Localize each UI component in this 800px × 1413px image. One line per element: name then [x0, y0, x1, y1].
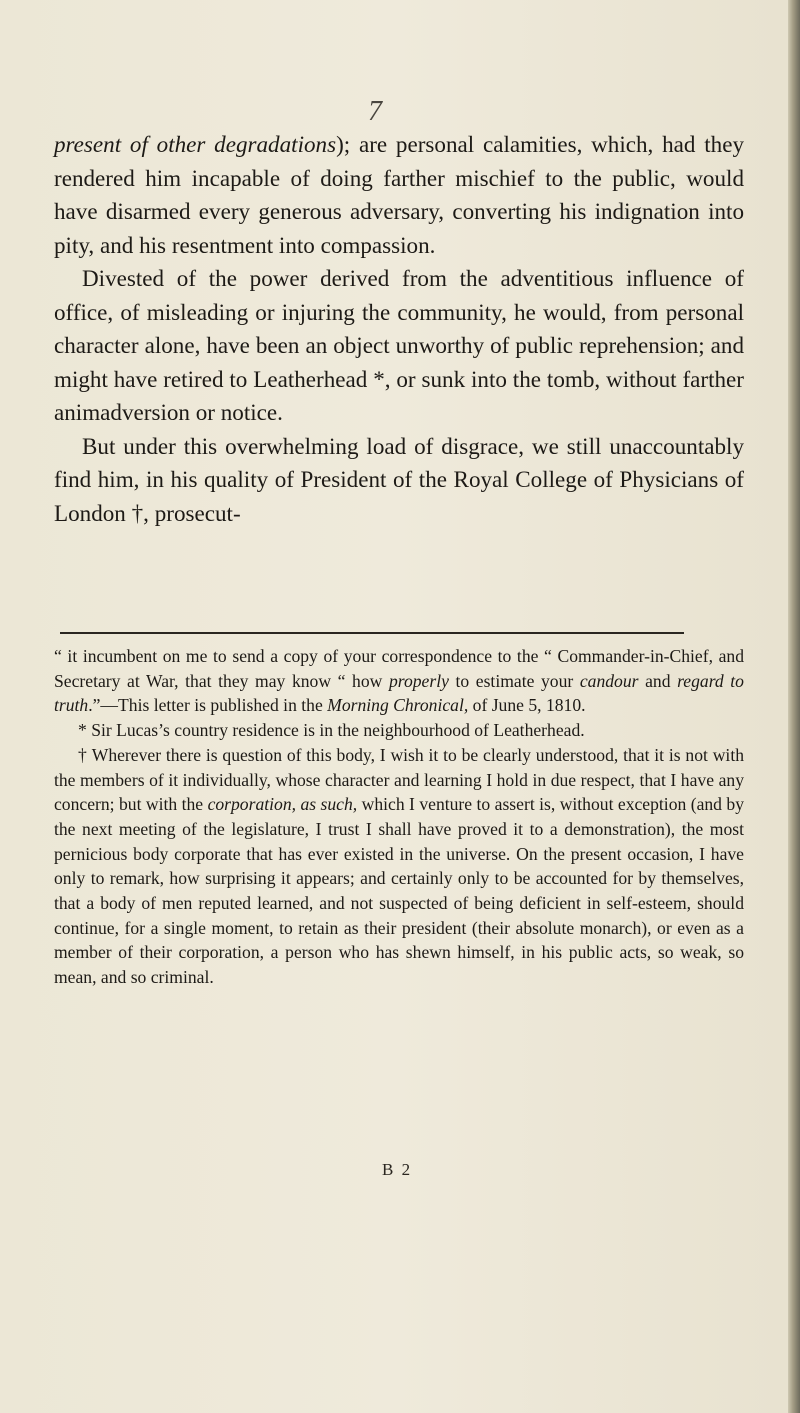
- text-run: But under this overwhelming load of disgrace, we still unaccountably find him, in his quality of President of the Royal College of Physicians of London †, prosecut-: [54, 432, 744, 526]
- text-run: to estimate your: [448, 670, 580, 691]
- footnote-continuation: [54, 644, 744, 718]
- main-paragraph-2: [54, 262, 744, 430]
- text-run: .”—This letter is published in the: [88, 695, 328, 716]
- signature-mark: B 2: [382, 1160, 413, 1179]
- text-run: regard to truth: [54, 670, 744, 716]
- footnote-dagger: [54, 743, 744, 990]
- text-run: corporation, as such,: [207, 794, 358, 815]
- text-run: and: [638, 670, 678, 691]
- footnote-asterisk: [54, 718, 744, 743]
- page-number: 7: [368, 96, 382, 127]
- text-run: Morning Chronical,: [327, 695, 469, 716]
- text-run: candour: [579, 670, 639, 691]
- text-run: * Sir Lucas’s country residence is in the neighbourhood of Leatherhead.: [78, 720, 585, 741]
- text-run: “ it incumbent on me to send a copy of your correspondence to the “ Commander-in-Chief, and Secretary at War, that they may know “ how: [54, 646, 744, 691]
- page-edge-shadow: [788, 0, 800, 1413]
- text-run: of June 5, 1810.: [468, 695, 586, 716]
- text-run: properly: [388, 670, 449, 691]
- text-run: present of other degradations: [54, 131, 337, 157]
- text-run: † Wherever there is question of this body, I wish it to be clearly understood, that it is not with the members of it individually, whose character and learning I hold in due respect, that I have any concern; but with the: [54, 744, 744, 815]
- main-paragraph-3: [54, 430, 744, 531]
- footnote-rule: [60, 632, 684, 634]
- text-run: ); are personal calamities, which, had they rendered him incapable of doing farther mischief to the public, would have disarmed every generous adversary, converting his indignation into pity, and his resentment into compassion.: [54, 131, 744, 258]
- text-run: which I venture to assert is, without exception (and by the next meeting of the legislature, I trust I shall have proved it to a demonstration), the most pernicious body corporate that has ever existed in the universe. On the present occasion, I have only to remark, how surprising it appears; and certainly only to be accounted for by themselves, that a body of men reputed learned, and not suspected of being deficient in self-esteem, should continue, for a single moment, to retain as their president (their absolute monarch), or even as a member of their corporation, a person who has shewn himself, in his public acts, so weak, so mean, and so criminal.: [54, 794, 745, 988]
- main-text: [54, 128, 744, 530]
- main-paragraph-1: [54, 128, 744, 262]
- text-run: Divested of the power derived from the adventitious influence of office, of misleading or injuring the community, he would, from personal character alone, have been an object unworthy of public reprehension; and might have retired to Leatherhead *, or sunk into the tomb, without farther animadversion or notice.: [54, 265, 744, 425]
- footnotes: [54, 644, 744, 990]
